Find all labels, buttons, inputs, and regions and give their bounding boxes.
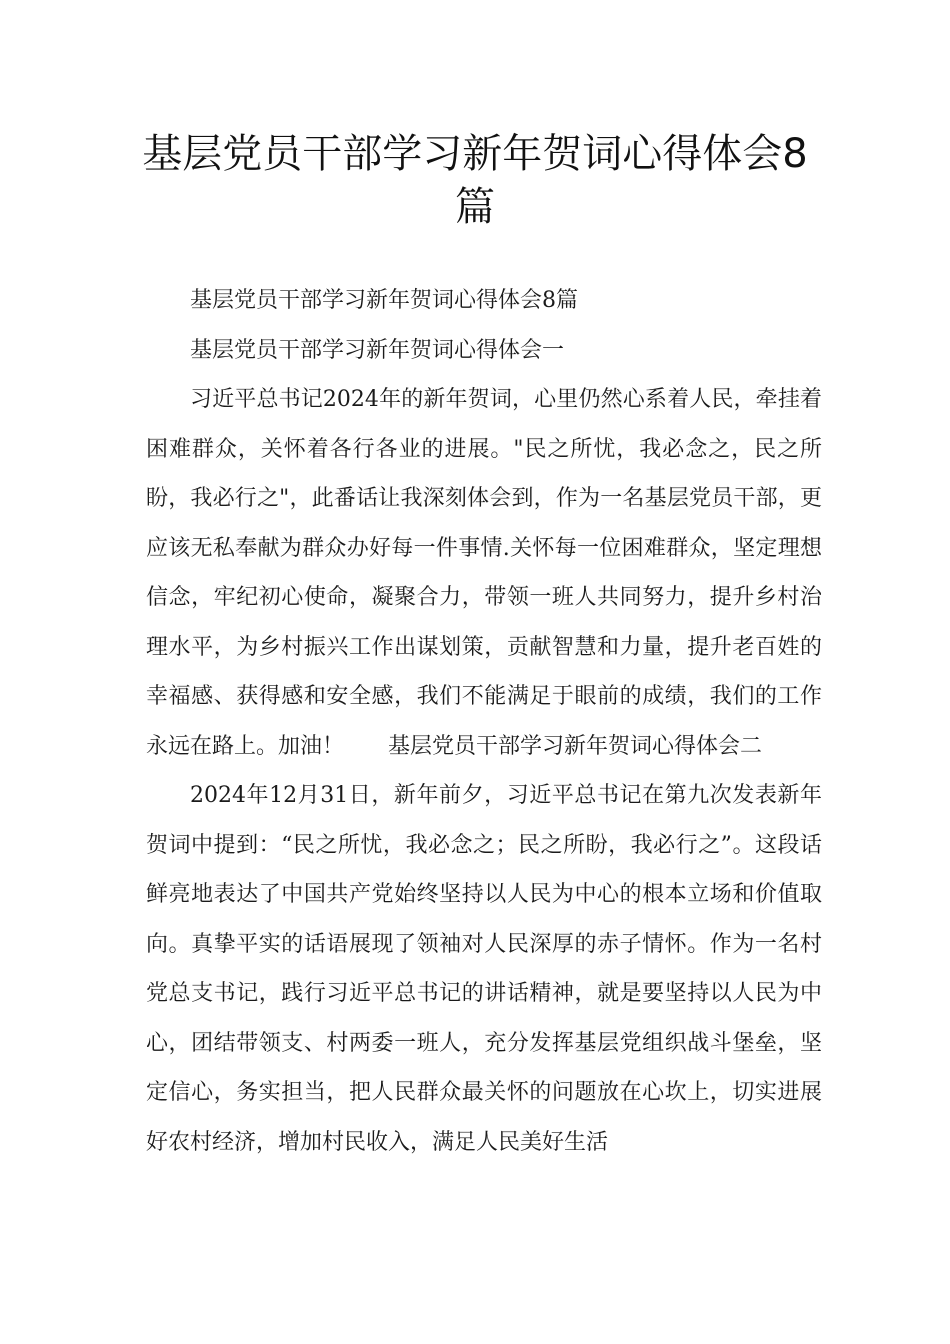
document-title: 基层党员干部学习新年贺词心得体会8篇: [142, 131, 808, 230]
paragraph-heading-main: 基层党员干部学习新年贺词心得体会8篇: [190, 288, 578, 313]
paragraph-section-two-body: 2024年12月31日，新年前夕，习近平总书记在第九次发表新年贺词中提到：“民之所忧，我必念之；民之所盼，我必行之”。这段话鲜亮地表达了中国共产党始终坚持以人民为中心的根本立场和价值取向。真挚平实的话语展现了领袖对人民深厚的赤子情怀。作为一名村党总支书记，践行习近平总书记的讲话精神，就是要坚持以人民为中心，团结带领支、村两委一班人，充分发挥基层党组织战斗堡垒，坚定信心，务实担当，把人民群众最关怀的问题放在心坎上，切实进展好农村经济，增加村民收入，满足人民美好生活: [146, 783, 822, 1155]
document-body: [146, 276, 822, 1167]
paragraph-heading-section-one: 基层党员干部学习新年贺词心得体会一: [190, 337, 565, 363]
paragraph-section-one-body: 习近平总书记2024年的新年贺词，心里仍然心系着人民，牵挂着困难群众，关怀着各行各业的进展。"民之所忧，我必念之，民之所盼，我必行之"，此番话让我深刻体会到，作为一名基层党员干部，更应该无私奉献为群众办好每一件事情.关怀每一位困难群众，坚定理想信念，牢纪初心使命，凝聚合力，带领一班人共同努力，提升乡村治理水平，为乡村振兴工作出谋划策，贡献智慧和力量，提升老百姓的幸福感、获得感和安全感，我们不能满足于眼前的成绩，我们的工作永远在路上。加油！ 基层党员干部学习新年贺词心得体会二: [146, 387, 822, 759]
